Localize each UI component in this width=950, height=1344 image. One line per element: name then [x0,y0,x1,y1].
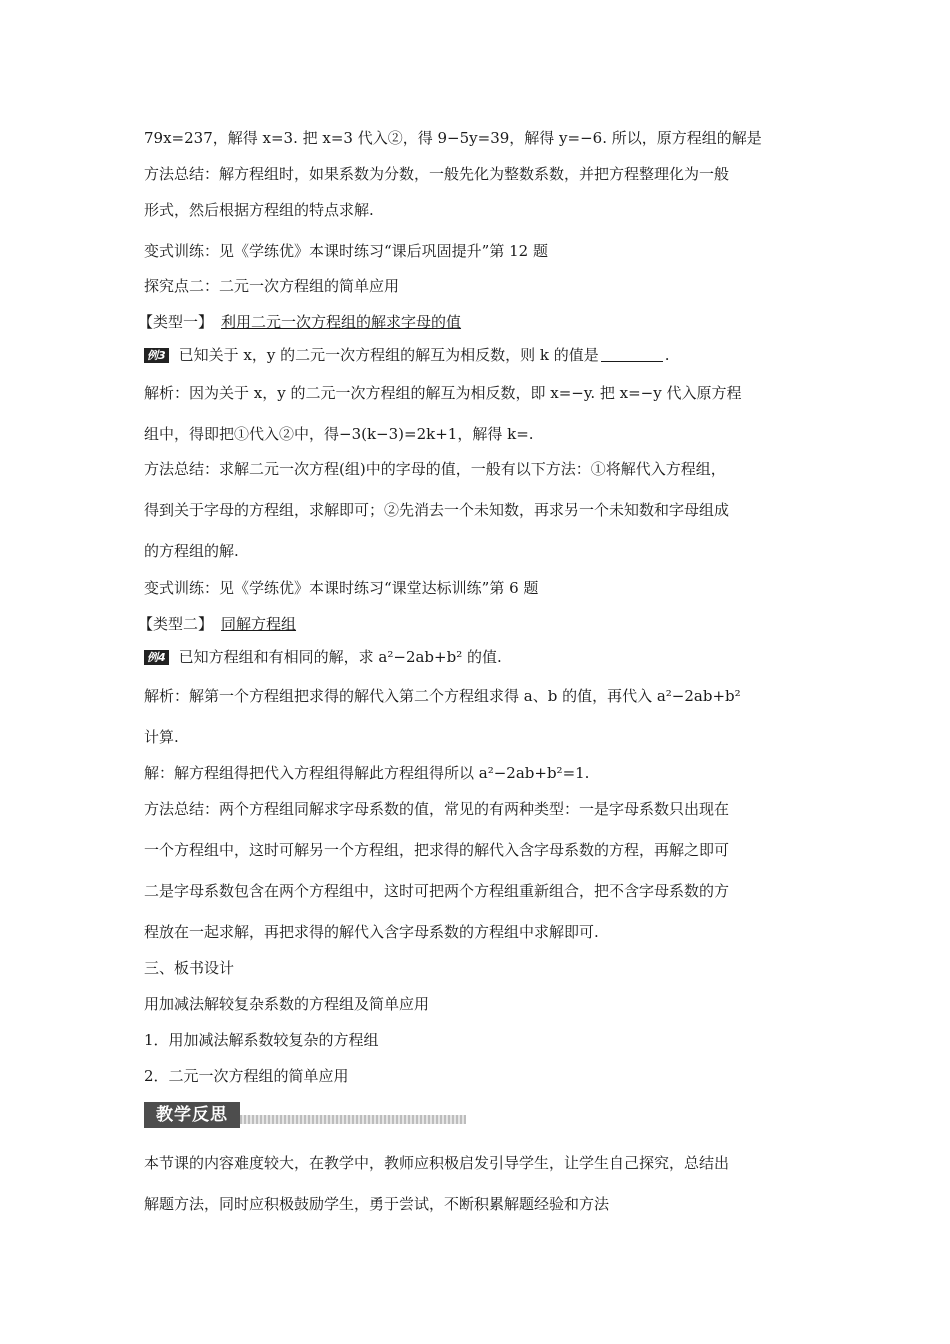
variant-practice-2: 变式训练：见《学练优》本课时练习“课堂达标训练”第 6 题 [144,579,539,597]
example-4 [144,647,502,667]
method-summary-line-2: 形式，然后根据方程组的特点求解. [144,201,374,219]
method-summary-4-line-2: 一个方程组中，这时可解另一个方程组，把求得的解代入含字母系数的方程，再解之即可 [144,841,730,859]
example-3-end: . [664,346,670,364]
board-design-title: 用加减法解较复杂系数的方程组及简单应用 [144,995,430,1013]
type-2-heading [138,614,296,634]
type-1-title: 利用二元一次方程组的解求字母的值 [221,313,462,331]
banner-dotted-bar [240,1115,466,1124]
method-summary-line-1: 方法总结：解方程组时，如果系数为分数，一般先化为整数系数，并把方程整理化为一般 [144,165,730,183]
analysis-4-line-2: 计算. [144,728,179,746]
analysis-3-line-2: 组中，得即把①代入②中，得−3(k−3)=2k+1，解得 k=. [144,425,534,443]
method-summary-3-line-1: 方法总结：求解二元一次方程(组)中的字母的值，一般有以下方法：①将解代入方程组， [144,460,726,478]
solution-4: 解：解方程组得把代入方程组得解此方程组得所以 a²−2ab+b²=1. [144,764,590,782]
reflection-line-1: 本节课的内容难度较大，在教学中，教师应积极启发引导学生，让学生自己探究，总结出 [144,1154,730,1172]
reflection-line-2: 解题方法，同时应积极鼓励学生，勇于尝试，不断积累解题经验和方法 [144,1195,610,1213]
answer-blank [601,347,663,362]
method-summary-4-line-1: 方法总结：两个方程组同解求字母系数的值，常见的有两种类型：一是字母系数只出现在 [144,800,730,818]
example-4-text: 已知方程组和有相同的解，求 a²−2ab+b² 的值. [178,648,502,666]
teaching-reflection-banner [144,1102,466,1128]
method-summary-3-line-2: 得到关于字母的方程组，求解即可；②先消去一个未知数，再求另一个未知数和字母组成 [144,501,730,519]
solution-conclusion-line: 79x=237，解得 x=3. 把 x=3 代入②，得 9−5y=39，解得 y=−6. 所以，原方程组的解是 [144,129,762,147]
example-3 [144,345,670,365]
method-summary-4-line-4: 程放在一起求解，再把求得的解代入含字母系数的方程组中求解即可. [144,923,599,941]
analysis-3-line-1: 解析：因为关于 x，y 的二元一次方程组的解互为相反数，即 x=−y. 把 x=−y 代入原方程 [144,384,742,402]
teaching-reflection-title: 教学反思 [144,1102,240,1128]
board-design-item-1: 1．用加减法解系数较复杂的方程组 [144,1031,379,1049]
type-2-bracket: 【类型二】 [138,615,214,633]
exploration-point-2-heading: 探究点二：二元一次方程组的简单应用 [144,277,400,295]
method-summary-4-line-3: 二是字母系数包含在两个方程组中，这时可把两个方程组重新组合，把不含字母系数的方 [144,882,730,900]
analysis-4-line-1: 解析：解第一个方程组把求得的解代入第二个方程组求得 a、b 的值，再代入 a²−2ab+b² [144,687,741,705]
type-2-title: 同解方程组 [221,615,297,633]
example-3-text: 已知关于 x，y 的二元一次方程组的解互为相反数，则 k 的值是 [178,346,599,364]
type-1-heading [138,312,461,332]
example-4-badge: 例4 [144,650,169,665]
method-summary-3-line-3: 的方程组的解. [144,542,239,560]
board-design-item-2: 2．二元一次方程组的简单应用 [144,1067,349,1085]
section-3-heading: 三、板书设计 [144,959,235,977]
variant-practice-1: 变式训练：见《学练优》本课时练习“课后巩固提升”第 12 题 [144,242,548,260]
example-3-badge: 例3 [144,348,169,363]
type-1-bracket: 【类型一】 [138,313,214,331]
